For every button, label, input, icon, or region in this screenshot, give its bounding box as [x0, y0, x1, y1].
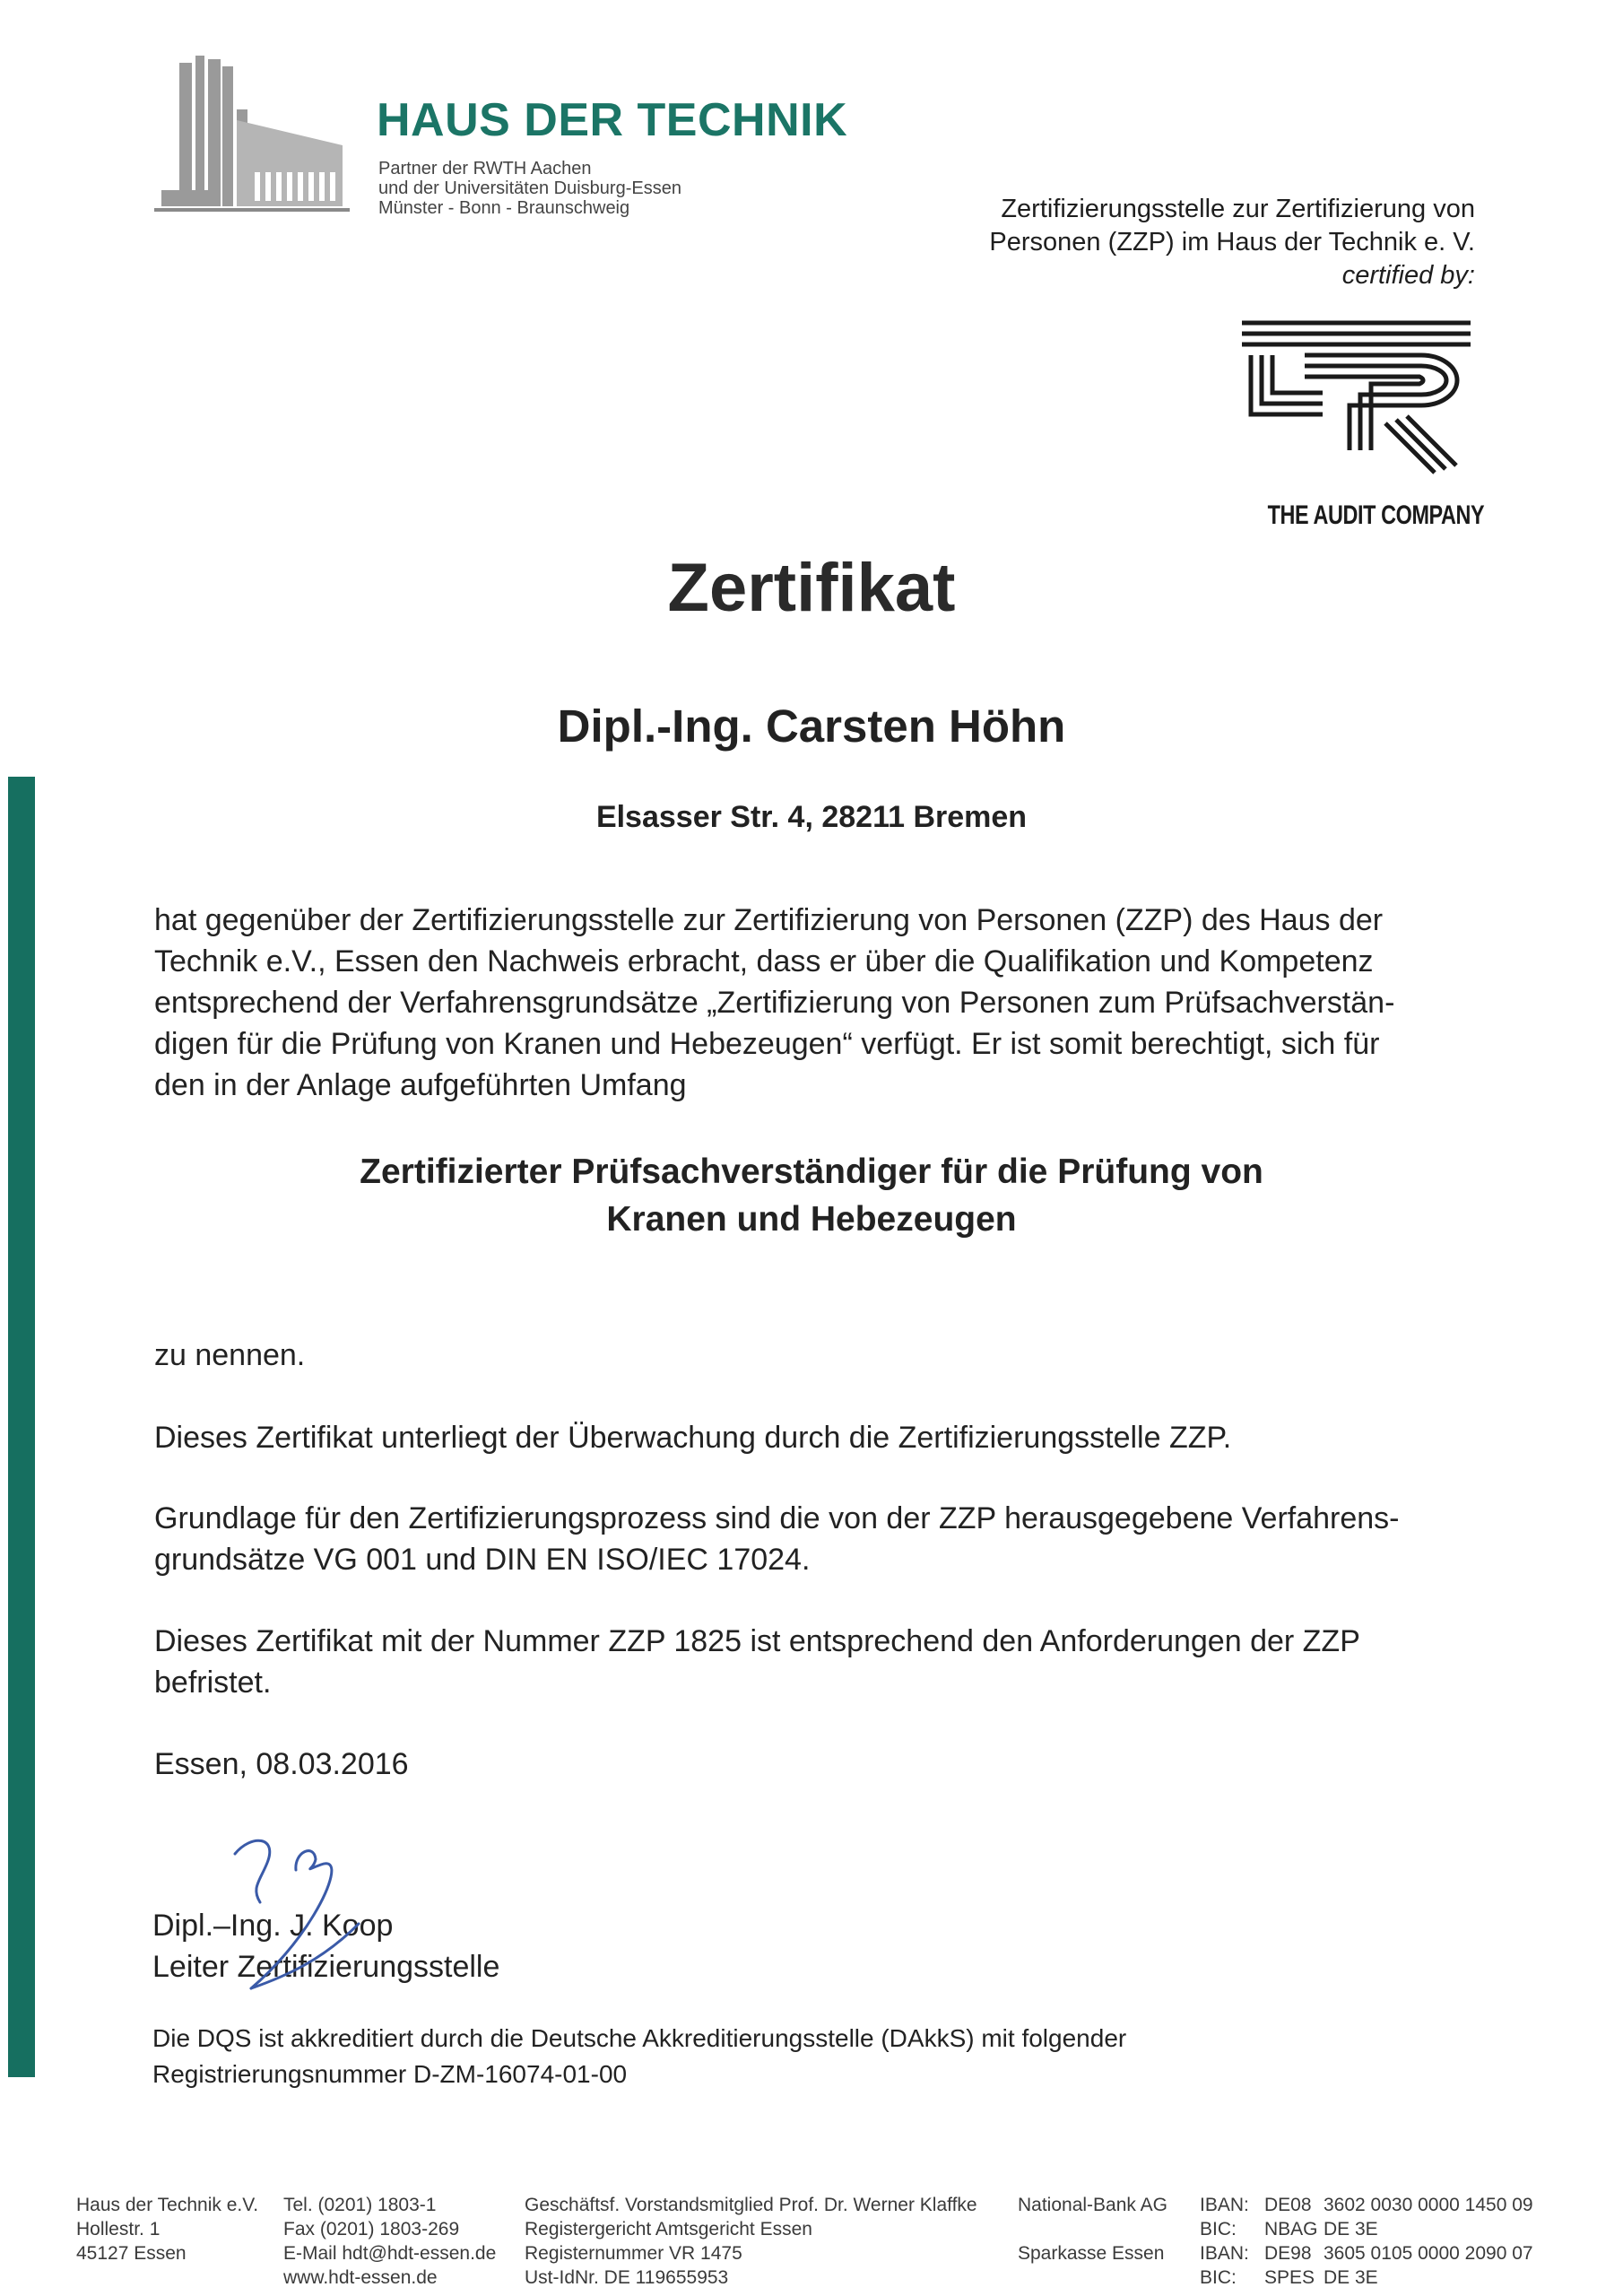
- decorative-side-bar: [8, 777, 35, 2077]
- bank-detail-row: BIC: SPES DE 3E: [1200, 2267, 1378, 2288]
- certified-by-label: certified by:: [1341, 261, 1475, 290]
- qualification-title: Zertifizierter Prüfsachverständiger für die Prüfung von Kranen und Hebezeugen: [360, 1152, 1263, 1239]
- website-link[interactable]: www.hdt-essen.de: [283, 2267, 438, 2288]
- holder-name: Dipl.-Ing. Carsten Höhn: [557, 700, 1066, 752]
- footer-contact: Tel. (0201) 1803-1 Fax (0201) 1803-269 E-Mail hdt@hdt-essen.de www.hdt-essen.de: [283, 2195, 497, 2288]
- footer-legal: Geschäftsf. Vorstandsmitglied Prof. Dr. Werner Klaffke Registergericht Amtsgericht Essen Registernummer VR 1475 Ust-IdNr. DE 119655953: [525, 2195, 977, 2288]
- building-icon: [154, 56, 352, 217]
- basis-paragraph: Grundlage für den Zertifizierungsprozess sind die von der ZZP herausgegebene Verfahrens- grundsätze VG 001 und DIN EN ISO/IEC 17024.: [154, 1501, 1400, 1577]
- accreditation-note: Die DQS ist akkreditiert durch die Deutsche Akkreditierungsstelle (DAkkS) mit folgender Registrierungsnummer D-ZM-16074-01-00: [152, 2024, 1127, 2088]
- surveillance-paragraph: Dieses Zertifikat unterliegt der Überwachung durch die Zertifizierungsstelle ZZP.: [154, 1421, 1232, 1455]
- zu-nennen-text: zu nennen.: [154, 1338, 306, 1372]
- footer-banks: National-Bank AG Sparkasse Essen: [1018, 2195, 1167, 2264]
- footer-address: Haus der Technik e.V. Hollestr. 1 45127 Essen: [76, 2195, 259, 2264]
- email-link[interactable]: E-Mail hdt@hdt-essen.de: [283, 2243, 497, 2264]
- intro-paragraph: hat gegenüber der Zertifizierungsstelle zur Zertifizierung von Personen (ZZP) des Haus der Technik e.V., Essen den Nachweis erbracht, dass er über die Qualifikation und Kompetenz entsprechend der Verfahrensgrundsätze „Zertifizierung von Personen zum Prüfsachverstän- digen für die Prüfung von Kranen und Hebezeugen“ verfügt. Er ist somit berechtigt, sich für den in der Anlage aufgeführten Umfang: [154, 903, 1395, 1102]
- holder-address: Elsasser Str. 4, 28211 Bremen: [595, 800, 1028, 834]
- signatory-role: Leiter Zertifizierungsstelle: [152, 1950, 500, 1984]
- dqs-tagline: THE AUDIT COMPANY: [1267, 500, 1485, 530]
- bank-detail-row: BIC: NBAG DE 3E: [1200, 2219, 1378, 2239]
- footer-bank-details: [1200, 2193, 1533, 2290]
- bank-detail-row: IBAN: DE98 3605 0105 0000 2090 07: [1200, 2243, 1533, 2264]
- place-and-date: Essen, 08.03.2016: [154, 1747, 409, 1781]
- certificate-number-paragraph: Dieses Zertifikat mit der Nummer ZZP 1825 ist entsprechend den Anforderungen der ZZP befristet.: [154, 1624, 1360, 1700]
- certification-body-heading: Zertifizierungsstelle zur Zertifizierung von Personen (ZZP) im Haus der Technik e. V. certified by:: [989, 193, 1475, 292]
- dqs-logo-icon: [1242, 316, 1475, 486]
- bank-detail-row: IBAN: DE08 3602 0030 0000 1450 09: [1200, 2195, 1533, 2215]
- signatory-name: Dipl.–Ing. J. Koop: [152, 1909, 394, 1943]
- certificate-title: Zertifikat: [667, 550, 956, 626]
- organization-name: HAUS DER TECHNIK: [377, 94, 848, 146]
- handwritten-signature: [215, 1816, 448, 2005]
- organization-subtitle: Partner der RWTH Aachen und der Universitäten Duisburg-Essen Münster - Bonn - Braunschweig: [378, 159, 681, 218]
